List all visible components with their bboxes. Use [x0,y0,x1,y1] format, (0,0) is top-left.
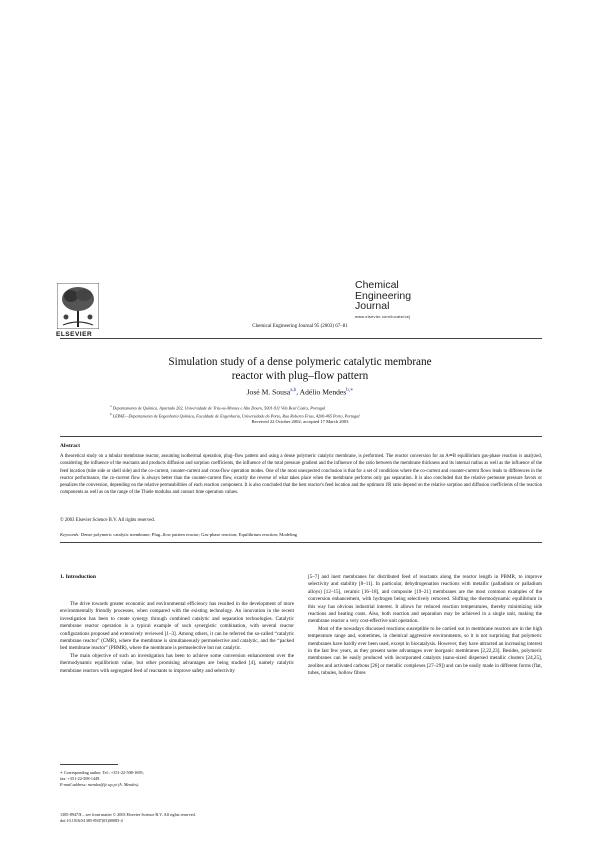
keywords-list: Dense polymeric catalytic membrane; Plug–flow pattern reactor; Gas-phase reaction; Equilibrium reaction; Modeling [79,532,298,537]
journal-masthead [355,280,445,319]
affiliation-mark: b [110,412,112,417]
abstract-text: A theoretical study on a tubular membrane reactor, assuming isothermal operation, plug–flow pattern and using a dense polymeric catalytic membrane, is performed. The reactor conversion for an A⇌B equilibrium gas-phase reaction is analyzed, considering the influence of the reactants and products diffusion and sorption coefficients, the influence of the total pressure gradient and the influence of the ratio between the membrane thickness and its internal radius as well as the influence of the feed location (tube side or shell side) and the co-current, counter-current and cross-flow operation modes. One of the most unexpected conclusion is that for a set of conditions where the co-current and counter-current flows leads to differences in the reactor performance, the co-current flow is always better than the counter-current flow, exactly the reverse of what takes place when the membrane performs only gas separation. It is also concluded that the relative permeate pressure favors or penalizes the conversion, depending on the relative permeabilities of each reaction component. It is also concluded that the best reactor's feed location and the optimum l/R ratio depend on the relative sorption and diffusion coefficients of the reaction components as well as on the range of the Thiele modulus and contact time operation values. [60,454,542,496]
issn-line: 1385-8947/$ – see front matter © 2003 Elsevier Science B.V. All rights reserved. [60,812,196,817]
body-column-right [308,574,542,678]
masthead-line-3: Journal [355,300,390,312]
title-line-1: Simulation study of a dense polymeric catalytic membrane [168,356,432,368]
journal-reference: Chemical Engineering Journal 95 (2003) 67–81 [252,324,348,329]
abstract-top-rule [60,436,542,437]
doi-line: doi:10.1016/S1385-8947(03)00083-4 [60,818,123,823]
footnote-email: E-mail address: mendes@fe.up.pt (A. Mendes). [60,782,140,787]
footnote-rule [60,764,118,765]
abstract-copyright: © 2003 Elsevier Science B.V. All rights reserved. [60,518,155,523]
section-heading: 1. Introduction [60,574,96,580]
footnote [60,770,290,788]
author-list [0,387,600,397]
front-matter-info [60,812,460,824]
received-dates: Received 22 October 2002; accepted 17 March 2003 [251,419,349,424]
paragraph: Most of the nowadays discussed reactions susceptible to be carried out in membrane reactors are in the high temperature range and, sometimes, in chemical aggressive environments, so it is not surprising that polymeric membranes have hardly ever been used, except in biocatalysis. However, they have attracted an increasing interest in the last few years, as they present some advantages over inorganic membranes [2,22,23]. Besides, polymeric membranes can be easily produced with incorporated catalysts (nano-sized dispersed metallic clusters [24,25], zeolites and activated carbons [26] or metallic complexes [27–29]) and can be easily made in different forms (flat, tubes, tubules, hollow fibres [308,625,542,677]
keywords-label: Keywords: [60,532,80,537]
keywords [60,532,542,537]
author-name: Adélio Mendes [299,387,347,397]
publisher-wordmark: ELSEVIER [56,331,93,338]
affiliation-mark: a [110,404,112,408]
footnote-line: fax: +351-22-508-1449. [60,776,101,781]
affiliation-a [110,403,490,411]
paragraph: The main objective of such an investigation has been to achieve some conversion enhancement over the thermodynamic equilibrium value, but other promising advantages are being studied [4], namely catalytic membrane reactors with segregated feed of reactants to improve safety and selectivity [60,652,294,674]
masthead-url: www.elsevier.com/locate/cej [355,313,411,319]
masthead-line-2: Engineering [355,289,412,302]
affiliations [110,403,490,420]
paragraph: The drive towards greater economic and environmental efficiency has resulted in the development of more environmentally friendly processes, when compared with the existing technology. An innovation in the recent investigation has been to create synergy through combined catalytic and separation technologies. Catalytic membrane reactor operation is a typical example of such synergistic combination, with several reactor configurations proposed and extensively reviewed [1–3]. Among others, it can be referred the so-called “catalytic membrane reactor” (CMR), where the membrane is simultaneously permselective and catalytic, and the “packed bed membrane reactor” (PBMR), where the membrane is permselective but not catalytic. [60,601,294,652]
author-affiliation-mark: a,b [290,388,297,393]
author-affiliation-mark: b,∗ [346,388,354,393]
paragraph: [5–7] and inert membranes for distributed feed of reactants along the reactor length in PBMR, to improve selectivity and stability [8–11]. In particular, dehydrogenation reactions with metallic (palladium or palladium alloys) [12–15], ceramic [16–18], and composite [19–21] membranes are the most common examples of the conversion enhancement, with hydrogen being selectively removed. Shifting the thermodynamic equilibrium in this way has obvious industrial interest. It allows for reduced reaction temperatures, thereby minimizing side reactions and heating costs. Also, both reaction and separation may be achieved in a single unit, making the membrane reactor a very cost-effective unit operation. [308,574,542,625]
affiliation-text: LEPAE—Departamento de Engenharia Química, Faculdade de Engenharia, Universidade do Porto, Rua Roberto Frias, 4200-465 Porto, Portugal [112,413,360,419]
abstract-heading: Abstract [60,443,81,449]
article-title [0,355,600,383]
header-rule [60,338,542,339]
masthead-line-1: Chemical [355,279,399,291]
elsevier-tree-logo [57,283,99,329]
footnote-line: ∗ Corresponding author. Tel.: +351-22-508-1695; [60,770,144,775]
affiliation-text: Departamento de Química, Apartado 202, Universidade de Trás-os-Montes e Alto Douro, 5001-911 Vila Real Codex, Portugal [112,405,326,411]
abstract-bottom-rule [60,542,542,543]
body-column-left [60,601,294,675]
author-name: José M. Sousa [246,387,291,397]
title-line-2: reactor with plug–flow pattern [231,370,369,382]
author-separator: , [296,387,300,397]
